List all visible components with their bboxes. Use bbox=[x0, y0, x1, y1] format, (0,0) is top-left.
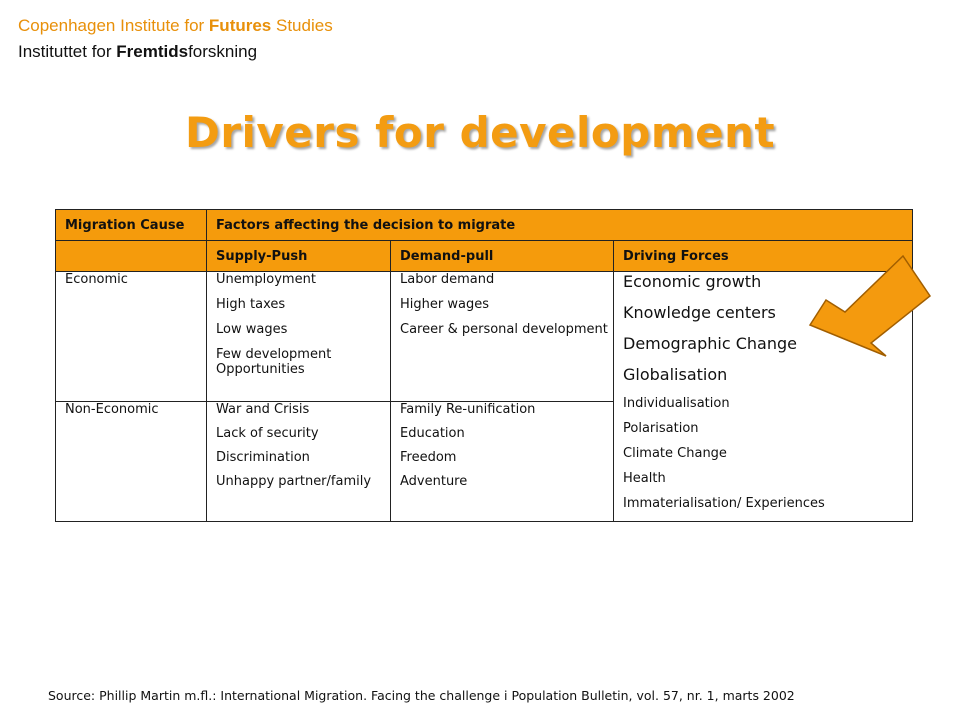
cause-non-economic: Non-Economic bbox=[56, 401, 207, 521]
driving-force-minor: Climate Change bbox=[623, 446, 727, 461]
list-item: Lack of security bbox=[216, 425, 319, 441]
list-item: Freedom bbox=[400, 449, 457, 465]
list-item: Unemployment bbox=[216, 272, 316, 287]
institute-name-da: Instituttet for Fremtidsforskning bbox=[18, 42, 258, 61]
slide-title: Drivers for development bbox=[184, 108, 776, 157]
list-item: Higher wages bbox=[400, 297, 489, 312]
header-driving-forces: Driving Forces bbox=[614, 241, 913, 272]
driving-force-minor: Immaterialisation/ Experiences bbox=[623, 496, 825, 511]
driving-force-major: Knowledge centers bbox=[623, 303, 776, 322]
list-item: Few development Opportunities bbox=[216, 347, 332, 377]
driving-force-minor: Health bbox=[623, 471, 666, 486]
list-item: Career & personal development bbox=[400, 322, 608, 337]
driving-force-major: Globalisation bbox=[623, 365, 728, 384]
institute-name-en: Copenhagen Institute for Futures Studies bbox=[18, 16, 333, 35]
driving-force-major: Economic growth bbox=[623, 272, 762, 291]
driving-force-minor: Individualisation bbox=[623, 396, 730, 411]
header-supply-push: Supply-Push bbox=[207, 241, 391, 272]
list-item: High taxes bbox=[216, 297, 286, 312]
list-item: Adventure bbox=[400, 473, 468, 489]
supply-economic bbox=[207, 272, 391, 402]
driving-force-major: Demographic Change bbox=[623, 334, 797, 353]
header-demand-pull: Demand-pull bbox=[391, 241, 614, 272]
header-factors: Factors affecting the decision to migrate bbox=[207, 210, 913, 241]
list-item: Education bbox=[400, 425, 465, 441]
migration-table bbox=[55, 209, 913, 522]
list-item: Discrimination bbox=[216, 449, 310, 465]
list-item: Labor demand bbox=[400, 272, 495, 287]
source-citation: Source: Phillip Martin m.fl.: International Migration. Facing the challenge i Population Bulletin, vol. 57, nr. 1, marts 2002 bbox=[48, 688, 795, 703]
demand-economic bbox=[391, 272, 614, 402]
header-empty bbox=[56, 241, 207, 272]
list-item: War and Crisis bbox=[216, 401, 310, 417]
driving-force-minor: Polarisation bbox=[623, 421, 699, 436]
demand-non-economic bbox=[391, 401, 614, 521]
list-item: Unhappy partner/family bbox=[216, 473, 372, 489]
arrow-icon bbox=[808, 252, 933, 362]
supply-non-economic bbox=[207, 401, 391, 521]
list-item: Low wages bbox=[216, 322, 288, 337]
header-migration-cause: Migration Cause bbox=[56, 210, 207, 241]
cause-economic: Economic bbox=[56, 272, 207, 402]
list-item: Family Re-unification bbox=[400, 401, 536, 417]
